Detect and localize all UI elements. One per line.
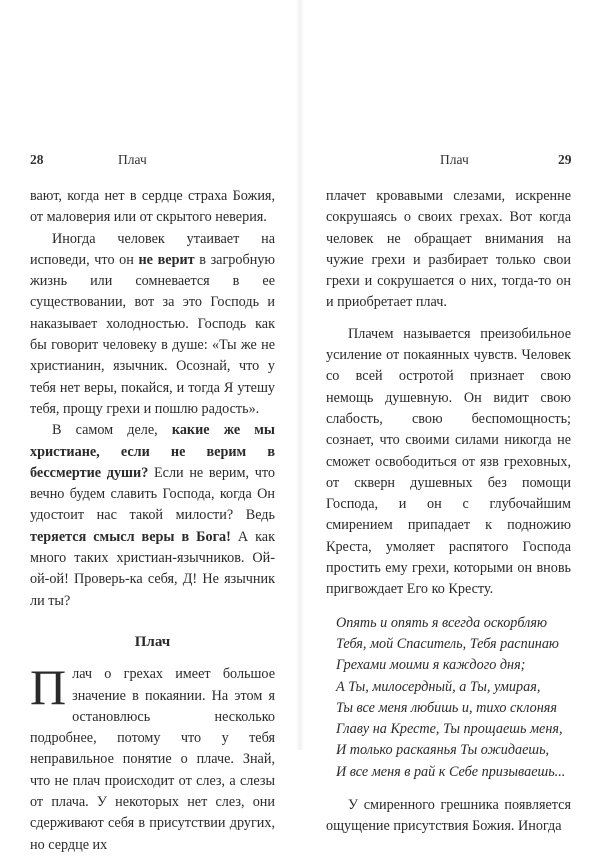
- poem-line: А Ты, милосердный, а Ты, умирая,: [336, 678, 541, 695]
- poem-line: И только раскаянья Ты ожидаешь,: [336, 742, 550, 759]
- left-page: [0, 0, 300, 853]
- left-page-number: 28: [30, 152, 44, 167]
- right-running-title: Плач: [440, 152, 469, 167]
- paragraph: Иногда человек утаивает на исповеди, что он не верит в загробную жизнь или сомневается в ее существовании, вот за это Господь и наказывает холодностью. Господь как бы говорит человеку в душе: «Ты же не христианин, язычник. Осознай, что у тебя нет веры, покайся, и тогда Я утешу тебя, прощу грехи и пошлю радость».: [30, 230, 275, 417]
- right-page-number: 29: [558, 152, 572, 167]
- paragraph: плачет кровавыми слезами, искренне сокрушаясь о своих грехах. Вот когда человек не обращает внимания на чужие грехи и разбирает только свои грехи и сокрушается о них, тогда-то он и приобретает плач.: [326, 188, 571, 311]
- poem-line: Опять и опять я всегда оскорбляю: [336, 614, 547, 631]
- poem-line: Грехами моими я каждого дня;: [336, 657, 526, 674]
- right-text-column: [326, 186, 571, 838]
- poem-line: И все меня в рай к Себе призываешь...: [336, 763, 566, 780]
- left-text-column: [30, 186, 275, 856]
- poem-line: Ты все меня любишь и, тихо склоняя: [336, 699, 557, 716]
- poem-line: Тебя, мой Спаситель, Тебя распинаю: [336, 635, 559, 652]
- paragraph: Плач о грехах имеет большое значение в покаянии. На этом я остановлюсь несколько подробнее, потому что у тебя неправильное понятие о плаче. Знай, что не плач происходит от слез, а слезы от плача. У некоторых нет слез, они сдерживают себя в присутствии других, но сердце их: [30, 659, 275, 853]
- section-heading: Плач: [134, 633, 171, 650]
- paragraph: Плачем называется преизобильное усиление от покаянных чувств. Человек со всей остротой признает свою немощь душевную. Он видит свою слабость, свою беспомощность; сознает, что своими силами никогда не сможет освободиться от язв греховных, от скверн душевных без помощи Господа, и он с глубочайшим смирением припадает к подножию Креста, умоляет распятого Господа простить ему грехи, которыми он вновь пригвождает Его ко Кресту.: [326, 325, 571, 598]
- paragraph: В самом деле, какие же мы христиане, если не верим в бессмертие души? Если не верим, что вечно будем славить Господа, когда Он удостоит нас такой милости? Ведь теряется смысл веры в Бога! А как много таких христиан-язычников. Ой-ой-ой! Проверь-ка себя, Д! Не язычник ли ты?: [30, 422, 275, 609]
- drop-cap: П: [30, 659, 67, 716]
- poem-line: Главу на Кресте, Ты прощаешь меня,: [336, 721, 563, 738]
- left-running-title: Плач: [118, 152, 147, 167]
- paragraph: У смиренного грешника появляется ощущение присутствия Божия. Иногда: [326, 797, 571, 835]
- poem: [336, 613, 571, 783]
- paragraph: вают, когда нет в сердце страха Божия, от маловерия или от скрытого неверия.: [30, 188, 275, 226]
